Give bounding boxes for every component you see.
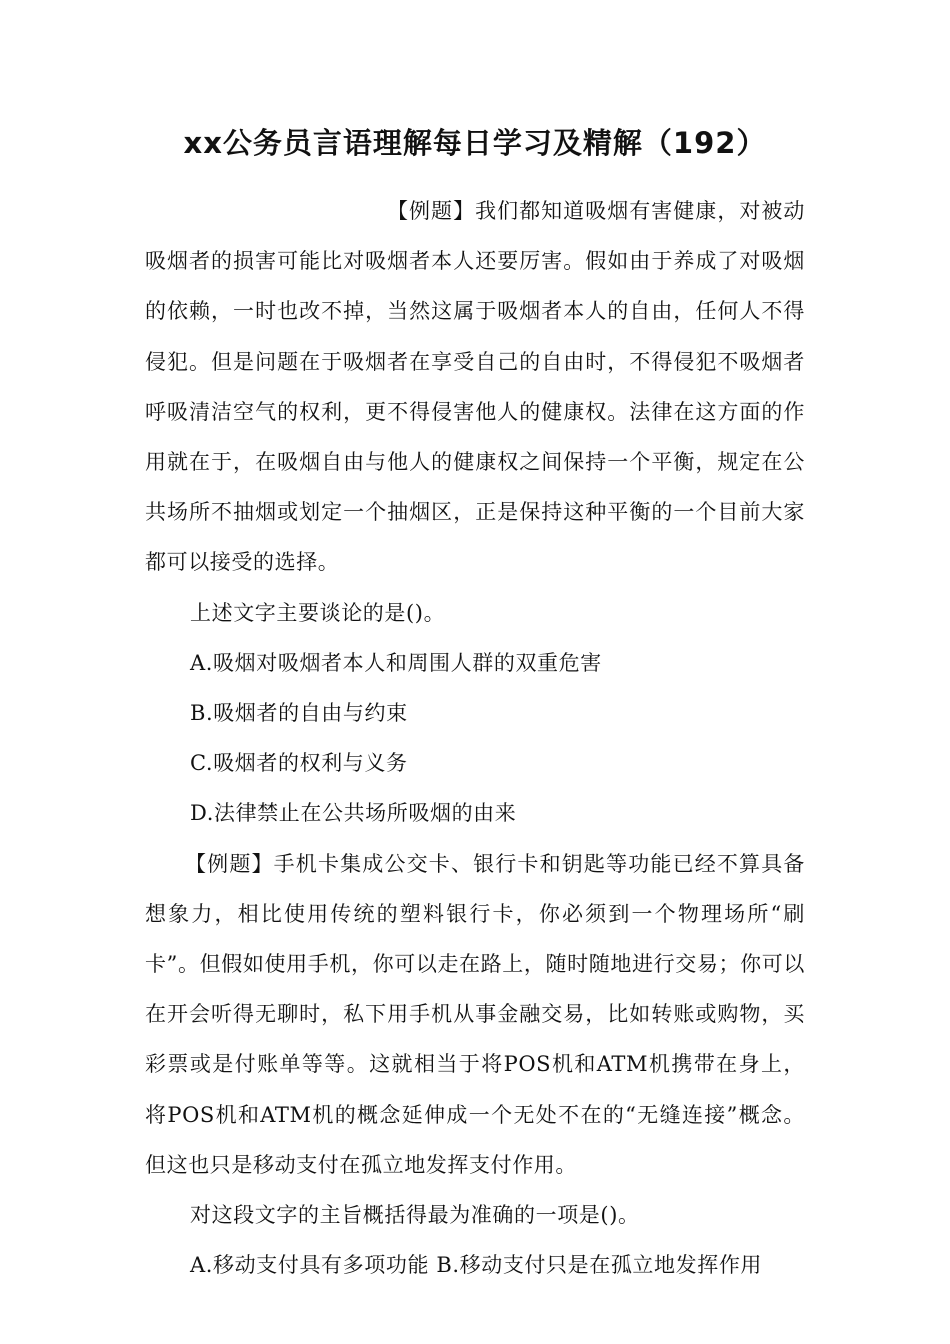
example2-options-line: A.移动支付具有多项功能 B.移动支付只是在孤立地发挥作用 xyxy=(190,1253,763,1278)
example2-passage: 【例题】手机卡集成公交卡、银行卡和钥匙等功能已经不算具备想象力，相比使用传统的塑料银行卡，你必须到一个物理场所“刷卡”。但假如使用手机，你可以走在路上，随时随地进行交易；你可以在开会听得无聊时，私下用手机从事金融交易，比如转账或购物，买彩票或是付账单等等。这就相当于将POS机和ATM机携带在身上，将POS机和ATM机的概念延伸成一个无处不在的“无缝连接”概念。但这也只是移动支付在孤立地发挥支付作用。 xyxy=(145,851,805,1177)
document-title: xx公务员言语理解每日学习及精解（192） xyxy=(183,126,767,160)
example2-question: 对这段文字的主旨概括得最为准确的一项是()。 xyxy=(190,1203,640,1228)
example1-passage: 【例题】我们都知道吸烟有害健康，对被动吸烟者的损害可能比对吸烟者本人还要厉害。假如由于养成了对吸烟的依赖，一时也改不掉，当然这属于吸烟者本人的自由，任何人不得侵犯。但是问题在于吸烟者在享受自己的自由时，不得侵犯不吸烟者呼吸清洁空气的权利，更不得侵害他人的健康权。法律在这方面的作用就在于，在吸烟自由与他人的健康权之间保持一个平衡，规定在公共场所不抽烟或划定一个抽烟区，正是保持这种平衡的一个目前大家都可以接受的选择。 xyxy=(145,199,805,575)
example1-question: 上述文字主要谈论的是()。 xyxy=(190,600,446,625)
example1-option-b: B.吸烟者的自由与约束 xyxy=(190,701,408,726)
document-body xyxy=(145,186,805,1290)
example1-option-a: A.吸烟对吸烟者本人和周围人群的双重危害 xyxy=(190,650,602,675)
example1-option-c: C.吸烟者的权利与义务 xyxy=(190,751,408,776)
example1-option-d: D.法律禁止在公共场所吸烟的由来 xyxy=(190,801,517,826)
